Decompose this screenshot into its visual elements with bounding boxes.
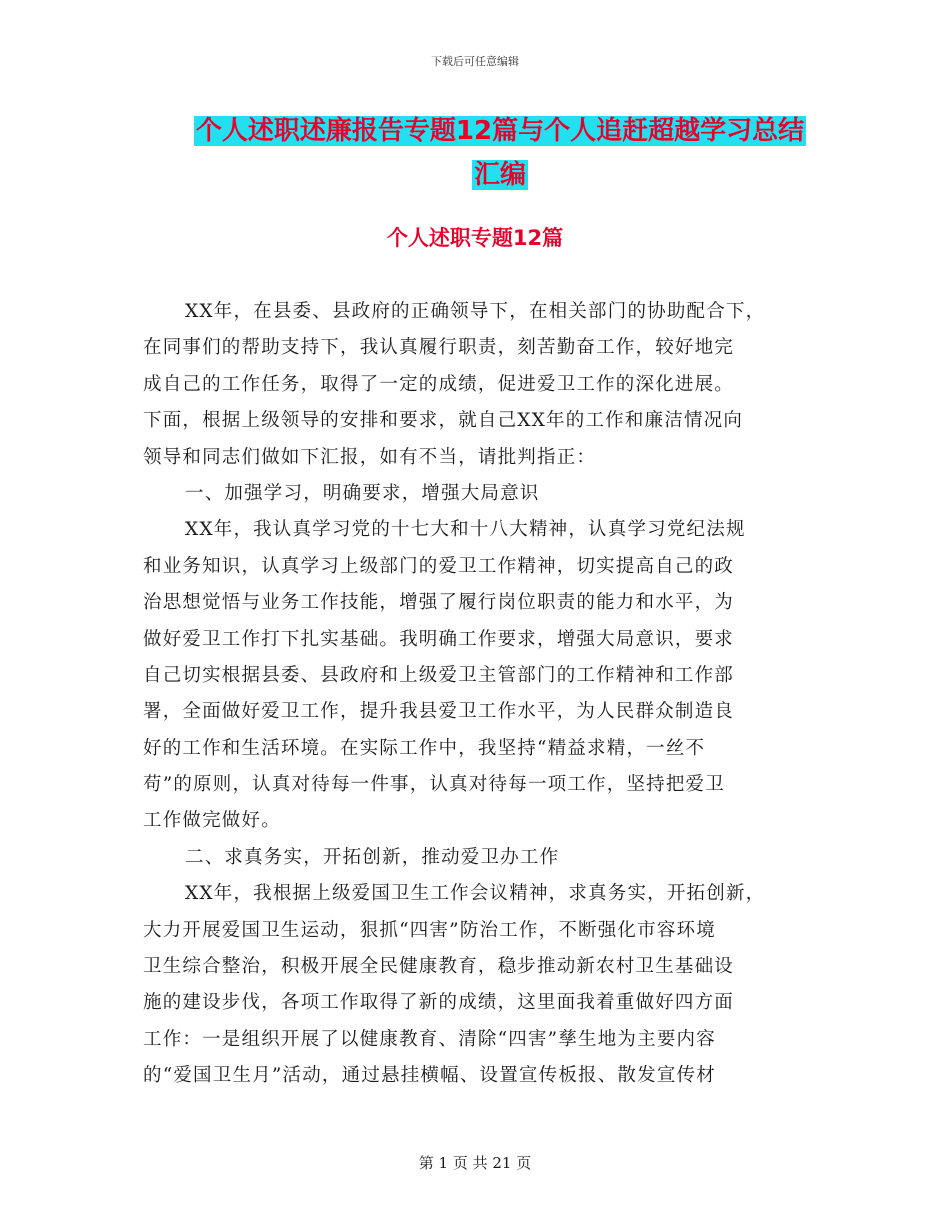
document-title bbox=[140, 109, 860, 197]
subheading-line: 二、求真务实，开拓创新，推动爱卫办工作 bbox=[185, 846, 560, 868]
subheading-line: 一、加强学习，明确要求，增强大局意识 bbox=[185, 482, 540, 504]
paragraph-line: 做好爱卫工作打下扎实基础。我明确工作要求，增强大局意识，要求 bbox=[143, 628, 735, 650]
paragraph-line: 和业务知识，认真学习上级部门的爱卫工作精神，切实提高自己的政 bbox=[143, 555, 735, 577]
paragraph-line: 苟”的原则，认真对待每一件事，认真对待每一项工作，坚持把爱卫 bbox=[143, 774, 725, 796]
paragraph-line: 成自己的工作任务，取得了一定的成绩，促进爱卫工作的深化进展。 bbox=[143, 373, 735, 395]
section-title: 个人述职专题12篇 bbox=[386, 226, 564, 250]
paragraph-line: 工作做完做好。 bbox=[143, 810, 281, 832]
paragraph-line: 自己切实根据县委、县政府和上级爱卫主管部门的工作精神和工作部 bbox=[143, 664, 735, 686]
paragraph-line: XX年，在县委、县政府的正确领导下，在相关部门的协助配合下， bbox=[185, 301, 766, 322]
paragraph-line: 好的工作和生活环境。在实际工作中，我坚持“精益求精，一丝不 bbox=[143, 737, 706, 759]
paragraph-line: 施的建设步伐，各项工作取得了新的成绩，这里面我着重做好四方面 bbox=[143, 992, 735, 1014]
paragraph-line: 卫生综合整治，积极开展全民健康教育，稳步推动新农村卫生基础设 bbox=[143, 956, 735, 978]
document-title-line-2: 汇编 bbox=[473, 160, 526, 190]
paragraph-line: XX年，我认真学习党的十七大和十八大精神，认真学习党纪法规 bbox=[185, 519, 746, 541]
paragraph-line: 在同事们的帮助支持下，我认真履行职责，刻苦勤奋工作，较好地完 bbox=[143, 337, 735, 359]
paragraph-line: XX年，我根据上级爱国卫生工作会议精神，求真务实，开拓创新， bbox=[185, 883, 766, 905]
paragraph-line: 下面，根据上级领导的安排和要求，就自己XX年的工作和廉洁情况向 bbox=[143, 410, 744, 432]
body-text bbox=[143, 294, 811, 1095]
document-title-line-1: 个人述职述廉报告专题12篇与个人追赶超越学习总结 bbox=[195, 116, 805, 146]
paragraph-line: 大力开展爱国卫生运动，狠抓“四害”防治工作，不断强化市容环境 bbox=[143, 919, 716, 941]
page-number-footer: 第 1 页 共 21 页 bbox=[418, 1154, 532, 1172]
paragraph-line: 治思想觉悟与业务工作技能，增强了履行岗位职责的能力和水平，为 bbox=[143, 592, 735, 614]
paragraph-line: 领导和同志们做如下汇报，如有不当，请批判指正： bbox=[143, 446, 597, 468]
paragraph-line: 工作：一是组织开展了以健康教育、清除“四害”孳生地为主要内容 bbox=[143, 1028, 716, 1050]
paragraph-line: 署，全面做好爱卫工作，提升我县爱卫工作水平，为人民群众制造良 bbox=[143, 701, 735, 723]
paragraph-line: 的“爱国卫生月”活动，通过悬挂横幅、设置宣传板报、散发宣传材 bbox=[143, 1065, 716, 1087]
header-note: 下载后可任意编辑 bbox=[431, 55, 519, 68]
